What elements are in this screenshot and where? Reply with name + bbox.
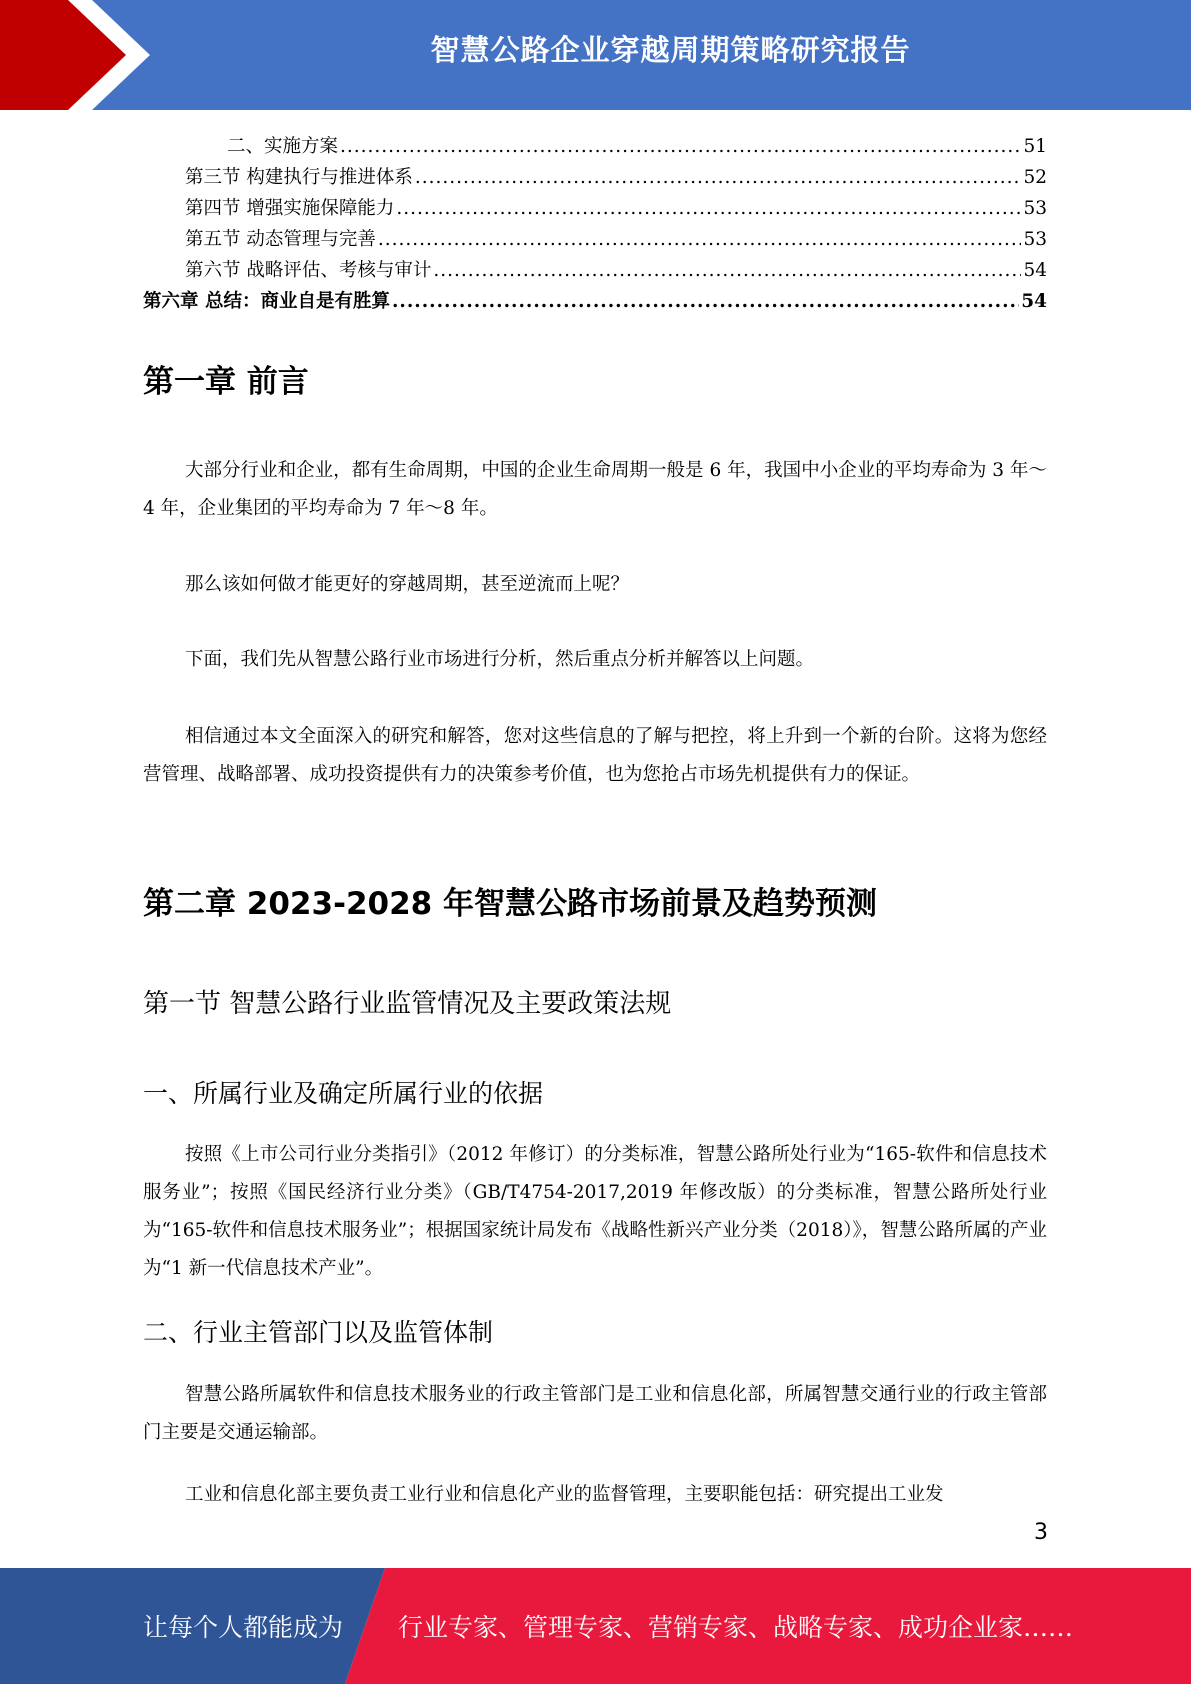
toc-entry[interactable] [143,162,1047,193]
header-band [0,0,1191,110]
toc-entry-label: 第四节 增强实施保障能力 [185,198,395,219]
toc-entry[interactable] [143,131,1047,162]
toc-leader-dots [415,162,1022,193]
body-paragraph: 工业和信息化部主要负责工业行业和信息化产业的监督管理，主要职能包括：研究提出工业发 [185,1484,944,1505]
body-paragraph: 大部分行业和企业，都有生命周期，中国的企业生命周期一般是 6 年，我国中小企业的平均寿命为 3 年～4 年，企业集团的平均寿命为 7 年～8 年。 [143,460,1047,519]
toc-entry[interactable] [143,286,1047,317]
toc-entry[interactable] [143,193,1047,224]
footer-slogan-left: 让每个人都能成为 [143,1613,344,1642]
body-paragraph: 下面，我们先从智慧公路行业市场进行分析，然后重点分析并解答以上问题。 [185,649,815,670]
toc-entry-label: 二、实施方案 [227,136,339,157]
body-paragraph: 那么该如何做才能更好的穿越周期，甚至逆流而上呢？ [185,574,630,595]
report-title: 智慧公路企业穿越周期策略研究报告 [430,33,911,67]
subsection-heading: 一、所属行业及确定所属行业的依据 [143,1079,544,1108]
toc-entry-label: 第三节 构建执行与推进体系 [185,167,413,188]
toc-leader-dots [340,131,1021,162]
toc-leader-dots [392,286,1019,317]
page-number: 3 [1034,1520,1048,1545]
subsection-heading: 二、行业主管部门以及监管体制 [143,1318,494,1347]
toc-entry-label: 第六节 战略评估、考核与审计 [185,260,432,281]
toc-entry[interactable] [143,255,1047,286]
footer-band [0,1568,1191,1684]
toc-leader-dots [378,224,1022,255]
header-arrow-icon [0,0,160,110]
toc-entry-page: 53 [1023,198,1047,219]
footer-slogan-right: 行业专家、管理专家、营销专家、战略专家、成功企业家…… [398,1613,1074,1642]
toc-entry-label: 第六章 总结：商业自是有胜算 [143,291,390,312]
chapter-heading: 第二章 2023-2028 年智慧公路市场前景及趋势预测 [143,886,878,922]
toc-entry[interactable] [143,224,1047,255]
chapter-heading: 第一章 前言 [143,364,309,400]
body-paragraph: 相信通过本文全面深入的研究和解答，您对这些信息的了解与把控，将上升到一个新的台阶。这将为您经营管理、战略部署、成功投资提供有力的决策参考价值，也为您抢占市场先机提供有力的保证。 [143,726,1047,785]
toc-entry-page: 54 [1023,260,1047,281]
toc-entry-page: 53 [1023,229,1047,250]
body-paragraph: 按照《上市公司行业分类指引》（2012 年修订）的分类标准，智慧公路所处行业为“165-软件和信息技术服务业”；按照《国民经济行业分类》（GB/T4754-2017,2019 年修改版）的分类标准，智慧公路所处行业为“165-软件和信息技术服务业”；根据国家统计局发布《战略性新兴产业分类（2018）》，智慧公路所属的产业为“1 新一代信息技术产业”。 [143,1144,1047,1279]
toc-leader-dots [433,255,1021,286]
toc-entry-label: 第五节 动态管理与完善 [185,229,376,250]
body-paragraph: 智慧公路所属软件和信息技术服务业的行政主管部门是工业和信息化部，所属智慧交通行业的行政主管部门主要是交通运输部。 [143,1384,1047,1443]
table-of-contents [143,131,1047,317]
section-heading: 第一节 智慧公路行业监管情况及主要政策法规 [143,989,672,1019]
toc-entry-page: 51 [1023,136,1047,157]
toc-entry-page: 54 [1021,291,1047,312]
toc-entry-page: 52 [1023,167,1047,188]
toc-leader-dots [396,193,1021,224]
